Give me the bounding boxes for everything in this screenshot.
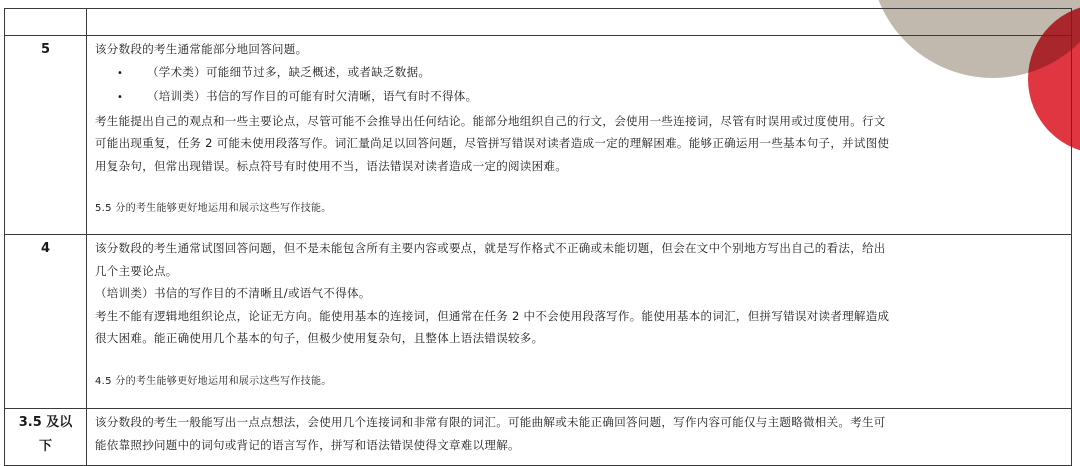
description-line: 该分数段的考生一般能写出一点点想法，会使用几个连接词和非常有限的词汇。可能曲解或未能正确回答问题，写作内容可能仅与主题略微相关。考生可: [95, 415, 886, 429]
half-band-note: 5.5 分的考生能够更好地运用和展示这些写作技能。: [95, 203, 332, 214]
description-line: 用复杂句，但常出现错误。标点符号有时使用不当，语法错误对读者造成一定的阅读困难。: [95, 158, 567, 173]
description-line: 可能出现重复，任务 2 可能未使用段落写作。词汇量尚足以回答问题，尽管拼写错误对读者造成一定的理解困难。能够正确运用一些基本句子，并试图使: [95, 136, 890, 150]
bullet-icon: •: [117, 92, 124, 103]
band-label-line: 3.5 及以: [18, 415, 73, 430]
band-description-cell: [87, 36, 1072, 235]
header-description-cell: [87, 9, 1072, 36]
description-line: 该分数段的考生通常能部分地回答问题。: [95, 42, 308, 56]
description-line: 考生不能有逻辑地组织论点，论证无方向。能使用基本的连接词，但通常在任务 2 中不会使用段落写作。能使用基本的词汇，但拼写错误对读者理解造成: [95, 308, 890, 323]
table-row-band-3-5-and-below: [5, 409, 1072, 466]
writing-band-descriptor-table: [4, 8, 1072, 466]
table-row-band-5: [5, 36, 1072, 235]
spacer: [95, 350, 1065, 372]
bullet-item-general-training: [95, 85, 1065, 110]
description-line: 很大困难。能正确使用几个基本的句子，但极少使用复杂句，且整体上语法错误较多。: [95, 331, 544, 345]
spacer: [95, 177, 1065, 199]
description-line: 考生能提出自己的观点和一些主要论点，尽管可能不会推导出任何结论。能部分地组织自己的行文，会使用一些连接词，尽管有时误用或过度使用。行文: [95, 113, 886, 128]
bullet-icon: •: [117, 67, 124, 79]
band-description-cell: [87, 235, 1072, 409]
band-score-cell: 5: [5, 36, 87, 235]
table-row-band-4: [5, 235, 1072, 409]
description-line: 能依靠照抄问题中的词句或背记的语言写作，拼写和语法错误使得文章难以理解。: [95, 437, 520, 452]
bullet-text: （培训类）书信的写作目的可能有时欠清晰，语气有时不得体。: [147, 89, 478, 103]
description-line: 该分数段的考生通常试图回答问题，但不是未能包含所有主要内容或要点，就是写作格式不正确或未能切题，但会在文中个别地方写出自己的看法，给出: [95, 241, 886, 255]
description-line: 几个主要论点。: [95, 263, 178, 278]
band-score-cell: [5, 409, 87, 466]
header-band-cell: [5, 9, 87, 36]
band-score-cell: 4: [5, 235, 87, 409]
table-header-row: [5, 9, 1072, 36]
band-description-cell: [87, 409, 1072, 466]
band-label-line: 下: [38, 439, 52, 454]
bullet-text: （学术类）可能细节过多，缺乏概述，或者缺乏数据。: [147, 64, 431, 79]
bullet-item-academic: [95, 61, 1065, 86]
description-line: （培训类）书信的写作目的不清晰且/或语气不得体。: [95, 286, 371, 300]
half-band-note: 4.5 分的考生能够更好地运用和展示这些写作技能。: [95, 375, 332, 387]
